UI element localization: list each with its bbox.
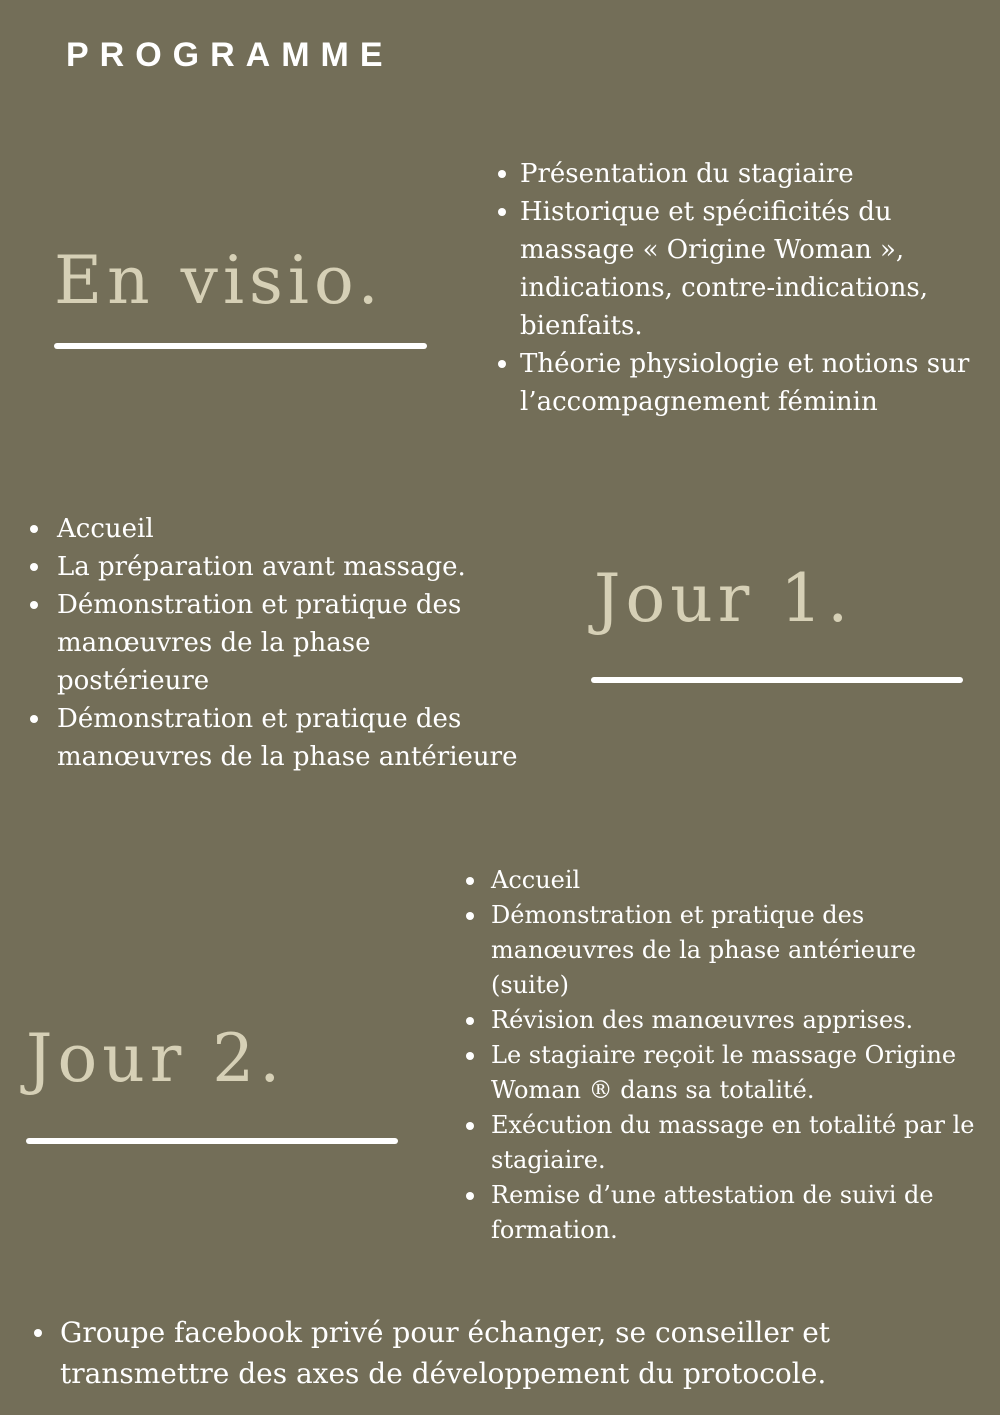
list-jour2 (466, 863, 996, 1248)
list-item: Remise d’une attestation de suivi de formation. (466, 1178, 996, 1248)
section-heading-jour2: Jour 2. (26, 1020, 286, 1097)
list-item: Théorie physiologie et notions sur l’accompagnement féminin (498, 345, 998, 421)
section-heading-visio: En visio. (54, 242, 384, 319)
list-visio (498, 155, 998, 421)
list-item: Accueil (30, 510, 530, 548)
list-item: Exécution du massage en totalité par le stagiaire. (466, 1108, 996, 1178)
list-item: Groupe facebook privé pour échanger, se conseiller et transmettre des axes de développement du protocole. (34, 1312, 984, 1394)
list-item: Présentation du stagiaire (498, 155, 998, 193)
list-item: Révision des manœuvres apprises. (466, 1003, 996, 1038)
list-item: Démonstration et pratique des manœuvres de la phase postérieure (30, 586, 530, 700)
list-item: Accueil (466, 863, 996, 898)
list-item: Historique et spécificités du massage « Origine Woman », indications, contre-indications, bienfaits. (498, 193, 998, 345)
section-heading-jour1: Jour 1. (594, 560, 854, 637)
divider-jour1 (591, 677, 963, 683)
divider-visio (54, 343, 427, 349)
list-jour1 (30, 510, 530, 776)
list-item: Démonstration et pratique des manœuvres de la phase antérieure (30, 700, 530, 776)
page-title: PROGRAMME (66, 36, 394, 74)
list-item: Démonstration et pratique des manœuvres de la phase antérieure (suite) (466, 898, 996, 1003)
list-item: La préparation avant massage. (30, 548, 530, 586)
divider-jour2 (26, 1138, 398, 1144)
list-footer (34, 1312, 984, 1394)
list-item: Le stagiaire reçoit le massage Origine Woman ® dans sa totalité. (466, 1038, 996, 1108)
